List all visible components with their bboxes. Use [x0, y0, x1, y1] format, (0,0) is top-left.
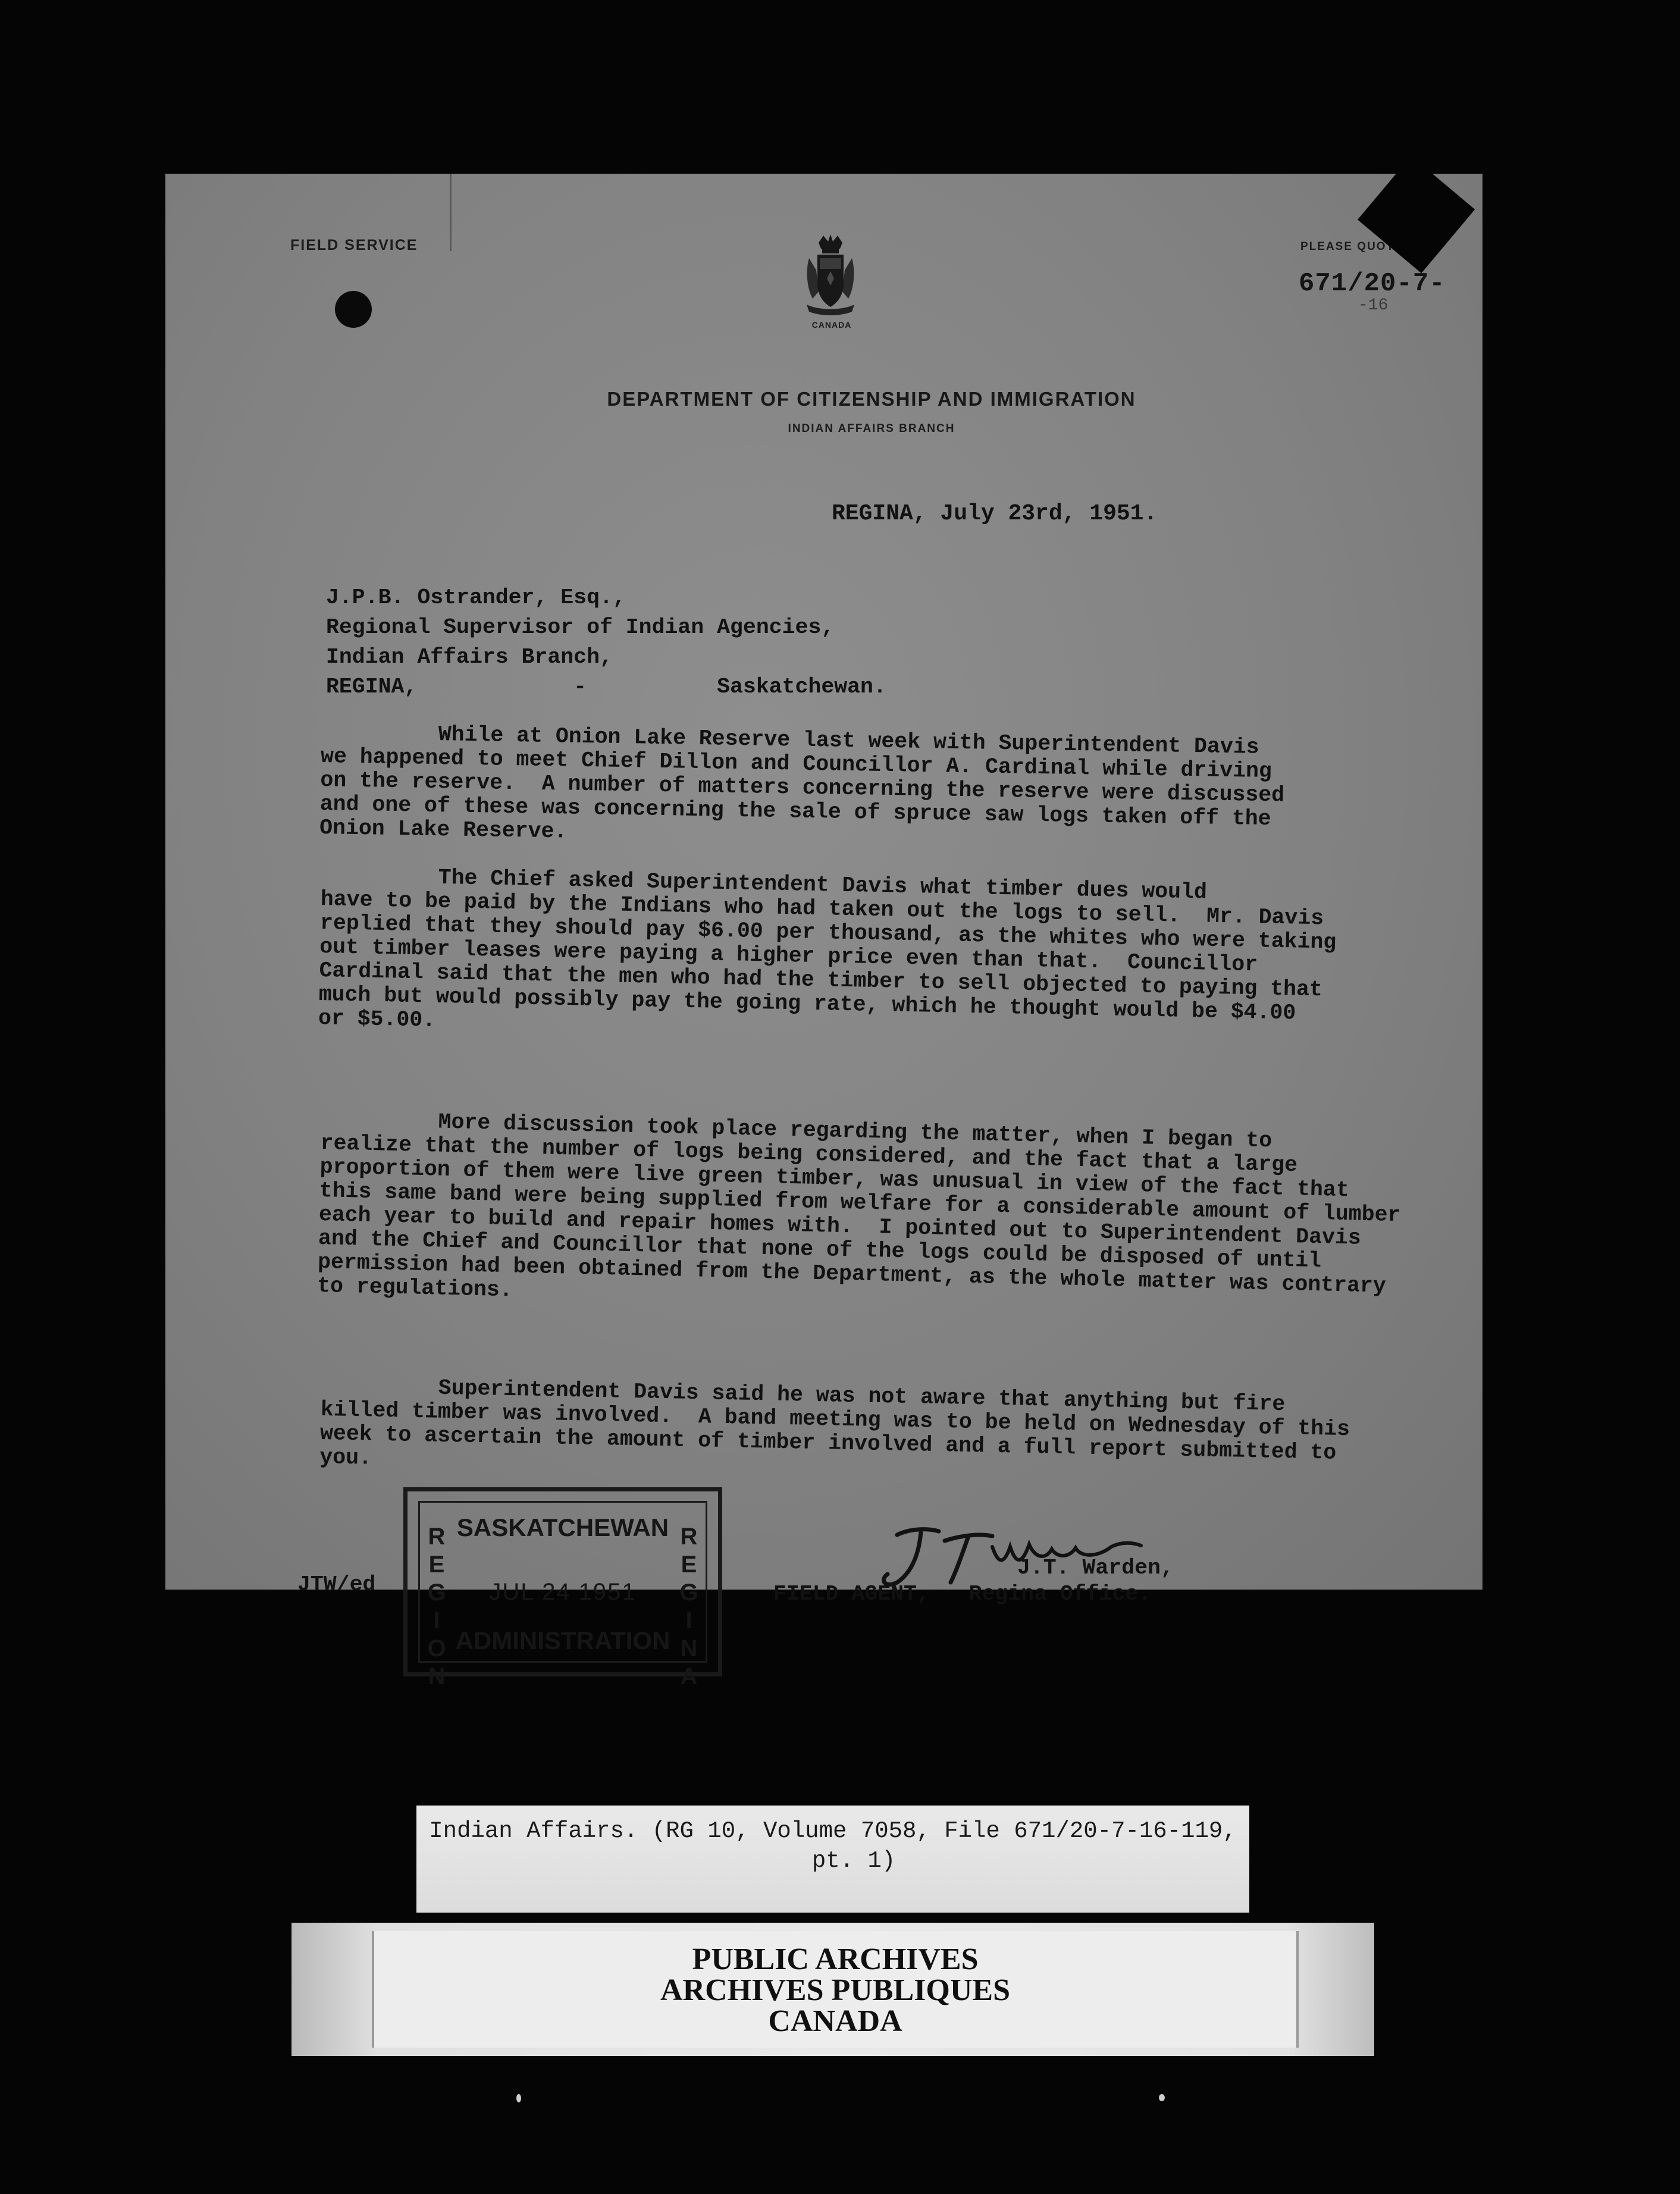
- archives-line-english: PUBLIC ARCHIVES: [692, 1942, 979, 1976]
- file-reference-sub: -16: [1358, 296, 1388, 315]
- signer-title: FIELD AGENT, Regina Office.: [773, 1582, 1152, 1606]
- letter-date: REGINA, July 23rd, 1951.: [832, 501, 1158, 526]
- stamp-bottom-text: ADMINISTRATION: [455, 1626, 670, 1654]
- branch-heading: INDIAN AFFAIRS BRANCH: [788, 422, 955, 435]
- address-line: Regional Supervisor of Indian Agencies,: [326, 615, 835, 640]
- address-line: J.P.B. Ostrander, Esq.,: [326, 585, 626, 610]
- body-paragraph: While at Onion Lake Reserve last week with Superintendent Davis we happened to meet Chief Dillon and Councillor A. Cardinal while driving on the reserve. A number of matters concerning the reserve were discussed and one of these was concerning the sale of spruce saw logs taken off the Onion Lake Reserve.: [319, 720, 1285, 844]
- archives-label-inner: [372, 1931, 1299, 2048]
- stamp-letter: N: [680, 1635, 698, 1662]
- signer-name: J.T. Warden,: [1017, 1556, 1174, 1580]
- received-stamp: [403, 1487, 722, 1690]
- recipient-address: [326, 583, 886, 702]
- stamp-top-text: SASKATCHEWAN: [456, 1513, 669, 1541]
- archives-line-french: ARCHIVES PUBLIQUES: [660, 1973, 1011, 2007]
- file-reference: 671/20-7-: [1299, 269, 1446, 299]
- archives-label-card: [292, 1923, 1374, 2056]
- coat-of-arms-icon: [801, 234, 860, 318]
- crest-label: CANADA: [811, 320, 852, 330]
- stamp-letter: E: [428, 1552, 445, 1578]
- film-speck: [516, 2094, 521, 2102]
- field-service-label: FIELD SERVICE: [290, 237, 418, 253]
- archives-label: [374, 1944, 1296, 2037]
- stamp-letter: I: [685, 1607, 692, 1634]
- address-line: REGINA, - Saskatchewan.: [326, 675, 886, 699]
- stamp-letter: E: [681, 1552, 697, 1578]
- letter-sheet: [165, 174, 1482, 1690]
- archival-citation: Indian Affairs. (RG 10, Volume 7058, File 671/20-7-16-119, pt. 1): [429, 1818, 1237, 1874]
- body-paragraph: Superintendent Davis said he was not aware that anything but fire killed timber was involved. A band meeting was to be held on Wednesday of this week to ascertain the amount of timber involved and a full report submitted to you.: [319, 1374, 1350, 1471]
- department-heading: DEPARTMENT OF CITIZENSHIP AND IMMIGRATION: [607, 388, 1136, 410]
- punch-hole: [335, 291, 372, 328]
- signature-block: [773, 1555, 1174, 1607]
- body-paragraph: More discussion took place regarding the matter, when I began to realize that the number of logs being considered, and the fact that a large proportion of them were live green timber, was unusual in view of the fact that this same band were being supplied from welfare for a considerable amount of lumber each year to build and repair homes with. I pointed out to Superintendent Davis and the Chief and Councillor that none of the logs could be disposed of until permission had been obtained from the Department, as the whole matter was contrary to regulations.: [316, 1107, 1401, 1303]
- body-paragraph: The Chief asked Superintendent Davis what timber dues would have to be paid by the Indians who had taken out the logs to sell. Mr. Davis replied that they should pay $6.00 per thousand, as the whites who were taking out timber leases were paying a higher price even than that. Councillor Cardinal said that the men who had the timber to sell objected to paying that much but would possibly pay the going rate, which he thought would be $4.00 or $5.00.: [318, 863, 1337, 1033]
- stamp-letter: N: [428, 1663, 446, 1690]
- stamp-letter: R: [428, 1524, 446, 1550]
- please-quote-label: PLEASE QUOTE: [1300, 240, 1403, 253]
- stamp-left-column: [425, 1523, 449, 1691]
- stamp-letter: G: [679, 1579, 698, 1606]
- citation-card: [416, 1806, 1249, 1913]
- stamp-inner-border: [418, 1501, 707, 1690]
- stamp-letter: G: [427, 1579, 446, 1606]
- stamp-letter: R: [680, 1524, 698, 1550]
- typist-initials: JTW/ed: [297, 1572, 376, 1597]
- archives-line-country: CANADA: [768, 2004, 902, 2038]
- address-line: Indian Affairs Branch,: [326, 645, 613, 669]
- stamp-date: JUL 24 1951: [489, 1579, 637, 1605]
- paper-crease: [450, 174, 452, 251]
- stamp-letter: I: [433, 1607, 440, 1634]
- stamp-letter: O: [427, 1635, 446, 1662]
- stamp-right-column: [677, 1523, 701, 1691]
- film-speck: [1159, 2094, 1165, 2101]
- stamp-letter: A: [680, 1663, 698, 1690]
